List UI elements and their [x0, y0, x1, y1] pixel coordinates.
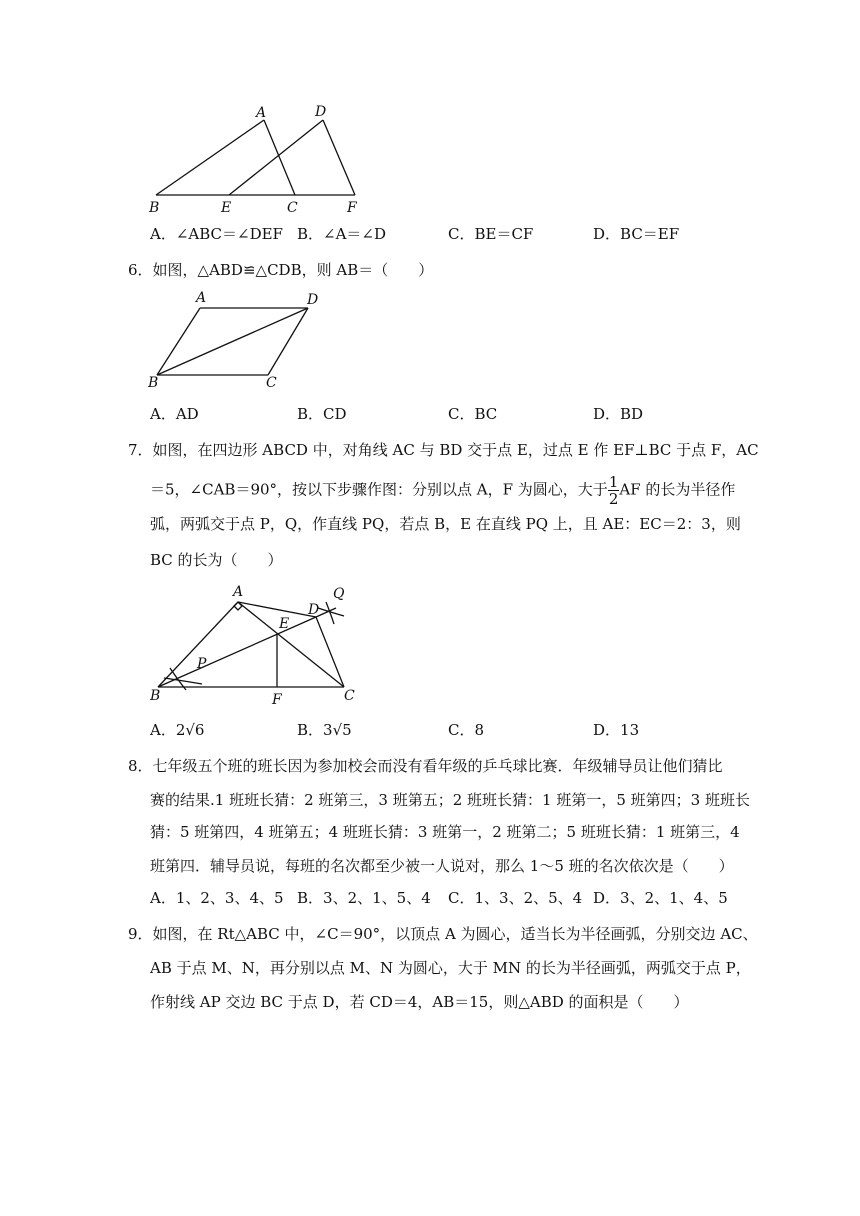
q5-label-D: D [315, 104, 327, 120]
q7-option-d[interactable]: D．13 [593, 721, 640, 739]
q7-label-D: D [308, 602, 320, 618]
q7-fraction-numerator: 1 [608, 473, 619, 491]
q8-stem-line4: 班第四．辅导员说，每班的名次都至少被一人说对，那么 1～5 班的名次依次是（ ） [150, 857, 734, 875]
q5-label-B: B [149, 200, 160, 216]
q6-label-C: C [266, 375, 277, 391]
q6-figure [140, 288, 340, 392]
q7-label-A: A [233, 584, 244, 600]
q6-label-A: A [196, 290, 207, 306]
q8-stem-line2: 赛的结果.1 班班长猜：2 班第三，3 班第五；2 班班长猜：1 班第一，5 班第四；3 班班长 [150, 791, 750, 809]
q7-label-E: E [279, 616, 290, 632]
q5-label-E: E [221, 200, 232, 216]
q8-option-c[interactable]: C．1、3、2、5、4 [448, 889, 583, 907]
q7-figure [140, 580, 380, 710]
q8-stem-line3: 猜：5 班第四，4 班第五；4 班班长猜：3 班第一，2 班第二；5 班班长猜：1 班第三，4 [150, 823, 740, 841]
q5-label-A: A [256, 105, 267, 121]
q8-option-a[interactable]: A．1、2、3、4、5 [150, 889, 284, 907]
q6-label-D: D [307, 292, 319, 308]
q7-stem-line2 [150, 474, 735, 507]
q8-option-b[interactable]: B．3、2、1、5、4 [297, 889, 431, 907]
q7-label-B: B [150, 688, 161, 704]
q6-option-b[interactable]: B．CD [297, 405, 347, 423]
q7-option-b[interactable]: B．3√5 [297, 721, 352, 739]
q5-figure [140, 100, 380, 218]
q7-option-c[interactable]: C．8 [448, 721, 485, 739]
q5-option-c[interactable]: C．BE＝CF [448, 225, 534, 243]
q7-stem-line2a: ＝5，∠CAB＝90°，按以下步骤作图：分别以点 A，F 为圆心，大于 [150, 480, 608, 499]
q6-option-d[interactable]: D．BD [593, 405, 644, 423]
q7-label-F: F [272, 692, 282, 708]
q5-option-b[interactable]: B．∠A＝∠D [297, 225, 387, 243]
q9-stem-line2: AB 于点 M、N，再分别以点 M、N 为圆心，大于 MN 的长为半径画弧，两弧交于点 P， [150, 959, 751, 977]
q7-label-P: P [197, 656, 207, 672]
q5-option-a[interactable]: A．∠ABC＝∠DEF [150, 225, 283, 243]
q7-label-Q: Q [333, 586, 345, 602]
q6-label-B: B [148, 375, 159, 391]
q7-stem-line4: BC 的长为（ ） [150, 551, 283, 569]
q7-stem-line3: 弧，两弧交于点 P，Q，作直线 PQ，若点 B，E 在直线 PQ 上，且 AE：EC＝2：3，则 [150, 515, 741, 533]
q8-option-d[interactable]: D．3、2、1、4、5 [593, 889, 728, 907]
q7-stem-line2b: AF 的长为半径作 [619, 480, 736, 499]
q9-stem-line1: 9．如图，在 Rt△ABC 中，∠C＝90°，以顶点 A 为圆心，适当长为半径画弧，分别交边 AC、 [128, 925, 758, 943]
q6-option-c[interactable]: C．BC [448, 405, 498, 423]
q7-option-a[interactable]: A．2√6 [150, 721, 205, 739]
q5-label-F: F [347, 200, 357, 216]
q7-stem-line1: 7．如图，在四边形 ABCD 中，对角线 AC 与 BD 交于点 E，过点 E 作 EF⊥BC 于点 F，AC [128, 441, 759, 459]
q7-fraction-denominator: 2 [608, 490, 619, 508]
q6-option-a[interactable]: A．AD [150, 405, 199, 423]
q8-stem-line1: 8．七年级五个班的班长因为参加校会而没有看年级的乒乓球比赛．年级辅导员让他们猜比 [128, 757, 723, 775]
q7-label-C: C [344, 688, 355, 704]
q5-option-d[interactable]: D．BC＝EF [593, 225, 680, 243]
q9-stem-line3: 作射线 AP 交边 BC 于点 D，若 CD＝4，AB＝15，则△ABD 的面积是（ ） [150, 993, 689, 1011]
q5-label-C: C [287, 200, 298, 216]
q7-fraction [608, 474, 620, 507]
q6-stem: 6．如图，△ABD≌△CDB，则 AB＝（ ） [128, 261, 434, 279]
